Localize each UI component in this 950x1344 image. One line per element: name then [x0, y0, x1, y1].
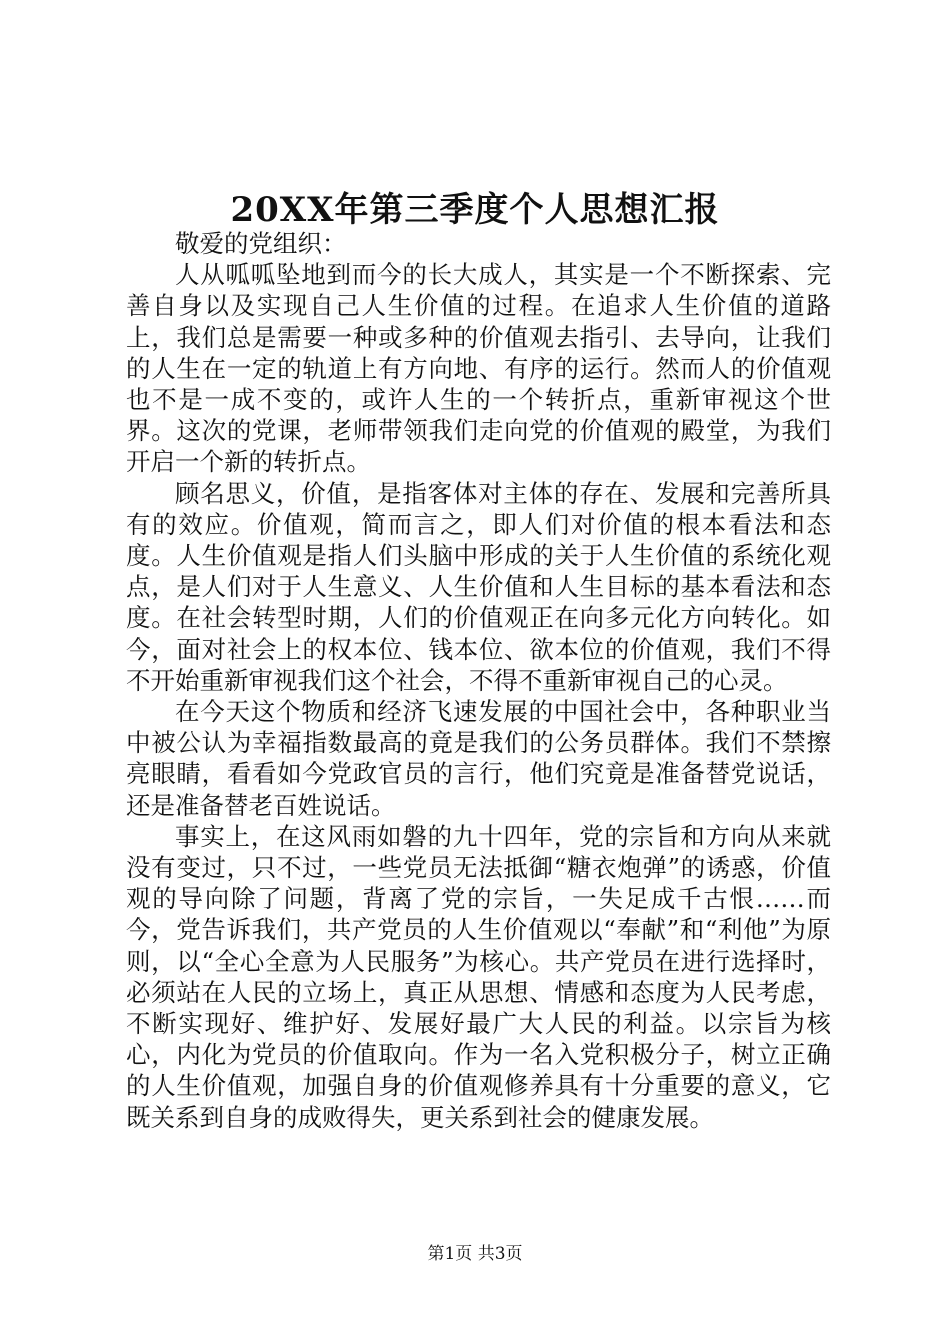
salutation: 敬爱的党组织：	[175, 229, 347, 258]
page-footer: 第1页 共3页	[427, 1244, 523, 1264]
paragraph-1: 人从呱呱坠地到而今的长大成人，其实是一个不断探索、完善自身以及实现自己人生价值的过程。在追求人生价值的道路上，我们总是需要一种或多种的价值观去指引、去导向，让我们的人生在一定的轨道上有方向地、有序的运行。然而人的价值观也不是一成不变的，或许人生的一个转折点，重新审视这个世界。这次的党课，老师带领我们走向党的价值观的殿堂，为我们开启一个新的转折点。	[126, 260, 831, 477]
document-title: 20XX年第三季度个人思想汇报	[230, 190, 720, 230]
paragraph-2: 顾名思义，价值，是指客体对主体的存在、发展和完善所具有的效应。价值观，简而言之，即人们对价值的根本看法和态度。人生价值观是指人们头脑中形成的关于人生价值的系统化观点，是人们对于人生意义、人生价值和人生目标的基本看法和态度。在社会转型时期，人们的价值观正在向多元化方向转化。如今，面对社会上的权本位、钱本位、欲本位的价值观，我们不得不开始重新审视我们这个社会，不得不重新审视自己的心灵。	[126, 478, 831, 695]
paragraph-3: 在今天这个物质和经济飞速发展的中国社会中，各种职业当中被公认为幸福指数最高的竟是我们的公务员群体。我们不禁擦亮眼睛，看看如今党政官员的言行，他们究竟是准备替党说话，还是准备替老百姓说话。	[126, 697, 831, 820]
document-body	[126, 228, 831, 1133]
paragraph-4: 事实上，在这风雨如磐的九十四年，党的宗旨和方向从来就没有变过，只不过，一些党员无法抵御“糖衣炮弹”的诱惑，价值观的导向除了问题，背离了党的宗旨，一失足成千古恨……而今，党告诉我们，共产党员的人生价值观以“奉献”和“利他”为原则，以“全心全意为人民服务”为核心。共产党员在进行选择时，必须站在人民的立场上，真正从思想、情感和态度为人民考虑，不断实现好、维护好、发展好最广大人民的利益。以宗旨为核心，内化为党员的价值取向。作为一名入党积极分子，树立正确的人生价值观，加强自身的价值观修养具有十分重要的意义，它既关系到自身的成败得失，更关系到社会的健康发展。	[126, 821, 831, 1132]
